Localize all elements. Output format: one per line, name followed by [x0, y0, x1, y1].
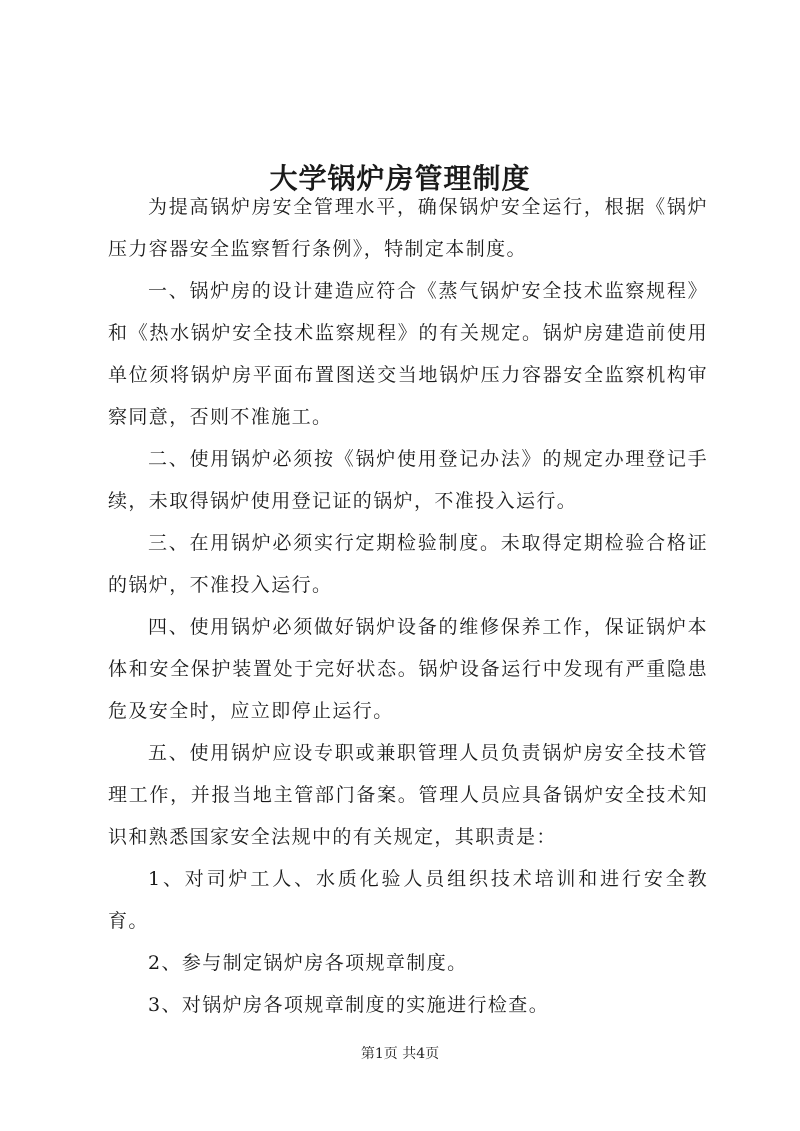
paragraph-duty-2: 2、参与制定锅炉房各项规章制度。: [148, 952, 468, 974]
paragraph-clause-5: 五、使用锅炉应设专职或兼职管理人员负责锅炉房安全技术管理工作，并报当地主管部门备案。管理人员应具备锅炉安全技术知识和熟悉国家安全法规中的有关规定，其职责是：: [108, 742, 708, 848]
paragraph-clause-3: 三、在用锅炉必须实行定期检验制度。未取得定期检验合格证的锅炉，不准投入运行。: [108, 532, 708, 596]
page-footer: [0, 1044, 800, 1064]
paragraph-intro: 为提高锅炉房安全管理水平，确保锅炉安全运行，根据《锅炉压力容器安全监察暂行条例》，特制定本制度。: [108, 196, 708, 260]
paragraph-clause-2: 二、使用锅炉必须按《锅炉使用登记办法》的规定办理登记手续，未取得锅炉使用登记证的锅炉，不准投入运行。: [108, 448, 708, 512]
paragraph-duty-1: 1、对司炉工人、水质化验人员组织技术培训和进行安全教育。: [108, 868, 708, 932]
paragraph-clause-1: 一、锅炉房的设计建造应符合《蒸气锅炉安全技术监察规程》和《热水锅炉安全技术监察规程》的有关规定。锅炉房建造前使用单位须将锅炉房平面布置图送交当地锅炉压力容器安全监察机构审察同意，否则不准施工。: [108, 280, 708, 428]
document-body: [108, 186, 708, 1026]
document-title: 大学锅炉房管理制度: [269, 161, 531, 195]
paragraph-duty-3: 3、对锅炉房各项规章制度的实施进行检查。: [148, 994, 550, 1016]
paragraph-clause-4: 四、使用锅炉必须做好锅炉设备的维修保养工作，保证锅炉本体和安全保护装置处于完好状态。锅炉设备运行中发现有严重隐患危及安全时，应立即停止运行。: [108, 616, 708, 722]
page-number: 第1页 共4页: [360, 1046, 440, 1062]
